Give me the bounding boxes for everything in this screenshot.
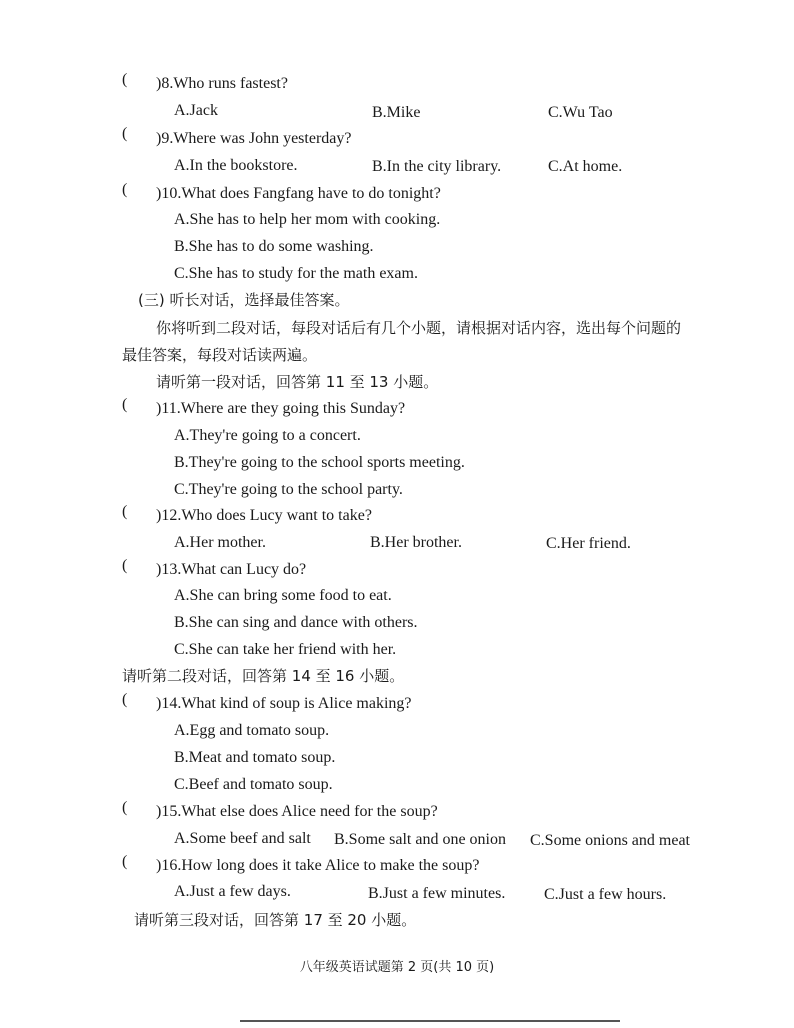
page-footer: 八年级英语试题第 2 页(共 10 页) — [299, 960, 495, 975]
q12-option-b: B.Her brother. — [370, 534, 462, 551]
q8-option-b: B.Mike — [372, 104, 421, 121]
q11-option-b: B.They're going to the school sports meeting. — [174, 454, 465, 471]
q16-option-a: A.Just a few days. — [174, 883, 291, 900]
q12-option-c: C.Her friend. — [546, 535, 631, 552]
answer-paren: ( — [122, 691, 128, 708]
q10-option-b: B.She has to do some washing. — [174, 238, 374, 255]
q11-option-c: C.They're going to the school party. — [174, 481, 403, 498]
q8-option-a: A.Jack — [174, 102, 218, 119]
q14-option-c: C.Beef and tomato soup. — [174, 776, 333, 793]
q9-option-a: A.In the bookstore. — [174, 157, 298, 174]
question-9: )9.Where was John yesterday? — [156, 130, 352, 147]
bottom-rule — [240, 1020, 620, 1022]
q15-option-c: C.Some onions and meat — [530, 832, 690, 849]
answer-paren: ( — [122, 503, 128, 520]
q16-option-c: C.Just a few hours. — [544, 886, 667, 903]
answer-paren: ( — [122, 799, 128, 816]
q13-option-b: B.She can sing and dance with others. — [174, 614, 418, 631]
dialog-2-intro: 请听第二段对话，回答第 14 至 16 小题。 — [122, 667, 405, 685]
answer-paren: ( — [122, 557, 128, 574]
q11-option-a: A.They're going to a concert. — [174, 427, 361, 444]
question-11: )11.Where are they going this Sunday? — [156, 400, 406, 417]
section-instruction: 你将听到二段对话，每段对话后有几个小题，请根据对话内容，选出每个问题的 — [156, 319, 682, 337]
q15-option-b: B.Some salt and one onion — [334, 831, 506, 848]
q15-option-a: A.Some beef and salt — [174, 830, 311, 847]
answer-paren: ( — [122, 853, 128, 870]
question-13: )13.What can Lucy do? — [156, 561, 307, 578]
question-14: )14.What kind of soup is Alice making? — [156, 695, 412, 712]
dialog-1-intro: 请听第一段对话，回答第 11 至 13 小题。 — [156, 373, 439, 391]
q10-option-c: C.She has to study for the math exam. — [174, 265, 418, 282]
answer-paren: ( — [122, 396, 128, 413]
answer-paren: ( — [122, 125, 128, 142]
question-12: )12.Who does Lucy want to take? — [156, 507, 372, 524]
q14-option-b: B.Meat and tomato soup. — [174, 749, 336, 766]
q10-option-a: A.She has to help her mom with cooking. — [174, 211, 441, 228]
q9-option-b: B.In the city library. — [372, 158, 502, 175]
q9-option-c: C.At home. — [548, 158, 623, 175]
q12-option-a: A.Her mother. — [174, 534, 266, 551]
question-15: )15.What else does Alice need for the soup? — [156, 803, 438, 820]
q13-option-c: C.She can take her friend with her. — [174, 641, 397, 658]
question-16: )16.How long does it take Alice to make the soup? — [156, 857, 480, 874]
q8-option-c: C.Wu Tao — [548, 104, 613, 121]
q14-option-a: A.Egg and tomato soup. — [174, 722, 330, 739]
dialog-3-intro: 请听第三段对话，回答第 17 至 20 小题。 — [134, 911, 417, 929]
question-8: )8.Who runs fastest? — [156, 75, 288, 92]
question-10: )10.What does Fangfang have to do tonight? — [156, 185, 441, 202]
answer-paren: ( — [122, 71, 128, 88]
answer-paren: ( — [122, 181, 128, 198]
q13-option-a: A.She can bring some food to eat. — [174, 587, 392, 604]
q16-option-b: B.Just a few minutes. — [368, 885, 506, 902]
section-instruction-cont: 最佳答案，每段对话读两遍。 — [122, 346, 318, 364]
section-title: (三) 听长对话，选择最佳答案。 — [138, 291, 350, 309]
